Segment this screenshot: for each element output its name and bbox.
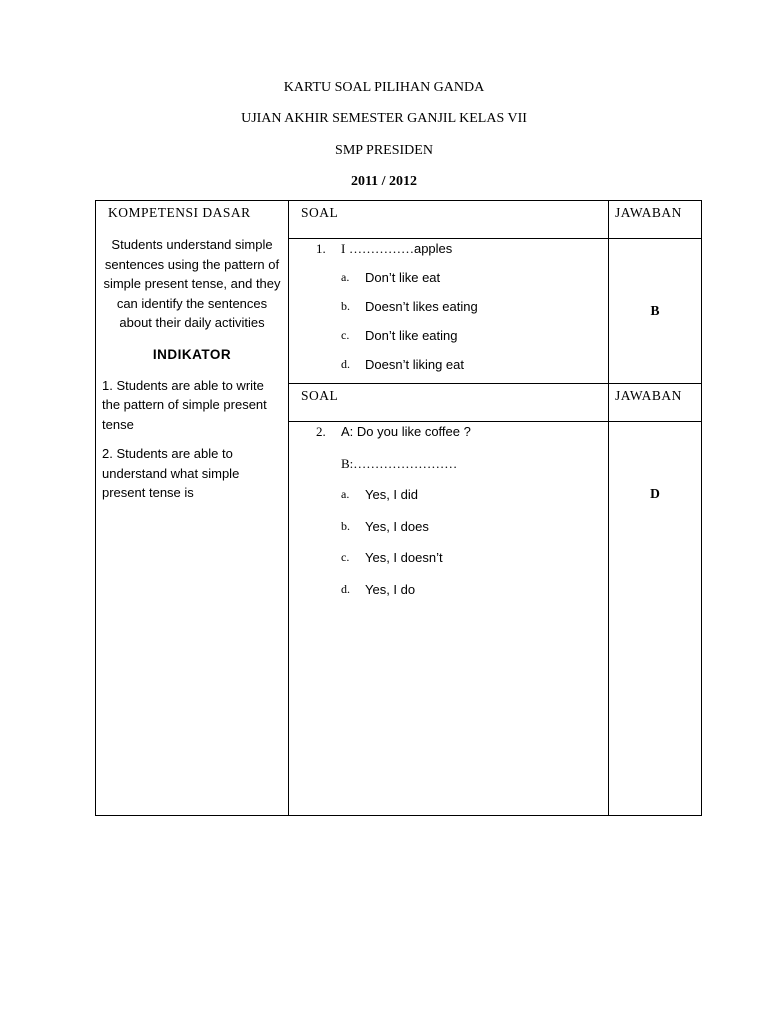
question-stem	[341, 241, 452, 257]
question-stem: A: Do you like coffee ?	[341, 424, 471, 439]
option-text: Yes, I did	[365, 487, 419, 502]
option-letter: b.	[341, 299, 350, 313]
option-text: Don’t like eat	[365, 270, 441, 285]
answer-1: B	[609, 239, 702, 384]
indikator-item-1: 1. Students are able to write the pattern of simple present tense	[102, 377, 267, 432]
competency-column	[96, 201, 289, 816]
card-title: KARTU SOAL PILIHAN GANDA	[283, 80, 485, 95]
stem-suffix: apples	[413, 241, 453, 256]
option-letter: a.	[341, 270, 350, 284]
jawaban-header-2: JAWABAN	[609, 384, 702, 422]
indikator-header: INDIKATOR	[152, 346, 232, 362]
school-name: SMP PRESIDEN	[335, 143, 433, 158]
answer-2: D	[609, 422, 702, 816]
question-card-table	[95, 200, 702, 816]
question-2-cell	[289, 422, 609, 816]
stem-prefix: I	[341, 241, 346, 256]
option-letter: c.	[341, 328, 350, 342]
option-text: Doesn’t liking eat	[365, 357, 464, 372]
question-response-blank: B:……………………	[341, 456, 458, 471]
option-text: Yes, I does	[365, 519, 429, 534]
question-number: 1.	[316, 241, 326, 256]
question-number: 2.	[316, 424, 326, 439]
school-year: 2011 / 2012	[350, 174, 418, 189]
option-text: Yes, I doesn’t	[365, 550, 443, 565]
soal-header-1: SOAL	[289, 201, 609, 239]
option-letter: b.	[341, 519, 350, 533]
kompetensi-dasar-text: Students understand simple sentences using the pattern of simple present tense, and they can identify the sentences about their daily activities	[103, 237, 281, 330]
option-letter: c.	[341, 550, 350, 564]
option-letter: d.	[341, 582, 350, 596]
jawaban-header-1: JAWABAN	[609, 201, 702, 239]
question-1-cell	[289, 239, 609, 384]
kompetensi-dasar-header: KOMPETENSI DASAR	[108, 205, 251, 220]
option-letter: a.	[341, 487, 350, 501]
indikator-item-2: 2. Students are able to understand what simple present tense is	[102, 446, 240, 500]
option-letter: d.	[341, 357, 350, 371]
option-text: Yes, I do	[365, 582, 416, 597]
stem-blank: ……………	[348, 241, 414, 256]
option-text: Don’t like eating	[365, 328, 458, 343]
option-text: Doesn’t likes eating	[365, 299, 478, 314]
soal-header-2: SOAL	[289, 384, 609, 422]
exam-title: UJIAN AKHIR SEMESTER GANJIL KELAS VII	[241, 111, 527, 126]
